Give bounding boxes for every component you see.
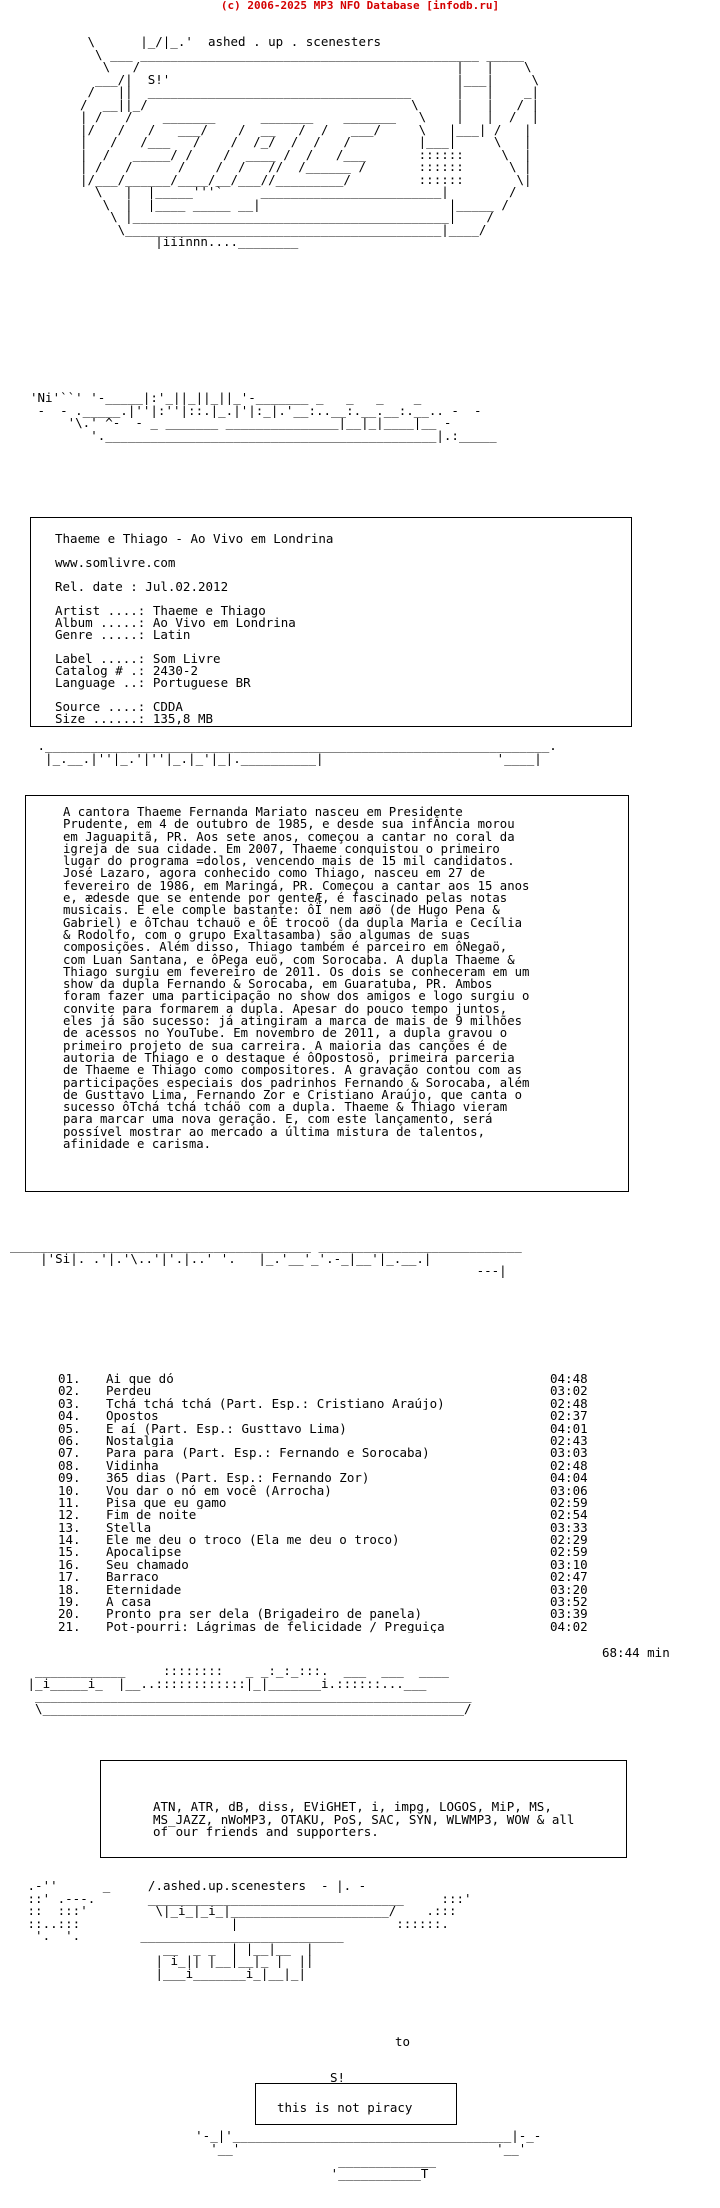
track-number: 06. xyxy=(58,1432,81,1448)
release-genre: Genre .....: Latin xyxy=(55,627,191,642)
track-number: 11. xyxy=(58,1494,81,1510)
footer-to: to xyxy=(395,2034,411,2049)
track-title: Barraco xyxy=(106,1571,159,1584)
track-row xyxy=(58,1556,618,1572)
track-row xyxy=(58,1457,618,1473)
track-title: Perdeu xyxy=(106,1385,152,1398)
track-row xyxy=(58,1472,618,1484)
track-duration: 03:33 xyxy=(550,1519,588,1535)
track-title: Apocalipse xyxy=(106,1546,182,1559)
track-row xyxy=(58,1420,618,1436)
track-number: 18. xyxy=(58,1581,81,1597)
track-number: 10. xyxy=(58,1482,81,1498)
track-number: 03. xyxy=(58,1395,81,1411)
track-row xyxy=(58,1410,618,1422)
track-duration: 02:29 xyxy=(550,1532,588,1548)
track-row xyxy=(58,1519,618,1535)
bio-text: A cantora Thaeme Fernanda Mariato nasceu em Presidente Prudente, em 4 de outubro de 1985, e desde sua infÂncia morou em Jaguapitã, PR. Aos sete anos, começou a cantar no coral da igreja de sua cidade. Em 2007, Thaeme conquistou o primeiro lugar do programa =dolos, vencendo mais de 15 mil candidatos. José Lazaro, agora conhecido como Thiago, nasceu em 27 de fevereiro de 1986, em Maringá, PR. Começou a cantar aos 15 anos e, ædesde que se entende por genteÆ, é fascinado pelas notas musicais. E ele comple bastante: ôÏ nem aøö (de Hugo Pena & Gabriel) e ôTchau tchauö e ôÉ trocoö (da dupla Maria e Cecília & Rodolfo, com o grupo Exaltasamba) são algumas de suas composições. Além disso, Thiago também é parceiro em ôNegaö, com Luan Santana, e ôPega euö, com Sorocaba. A dupla Thaeme & Thiago surgiu em fevereiro de 2011. Os dois se conheceram em um show da dupla Fernando & Sorocaba, em Guaratuba, PR. Ambos foram fazer uma participação no show dos amigos e logo surgiu o convite para formarem a dupla. Apesar do pouco tempo juntos, eles já são sucesso: já atingiram a marca de mais de 9 milhões de acessos no YouTube. Em novembro de 2011, a dupla gravou o primeiro projeto de sua carreira. A maioria das canções é de autoria de Thiago e o destaque é ôOpostosö, primeira parceria de Thaeme e Thiago como compositores. A gravação contou com as participações especiais dos padrinhos Fernando & Sorocaba, além de Gusttavo Lima, Fernando Zor e Cristiano Araújo, que canta o sucesso ôTchá tchá tcháö com a dupla. Thaeme & Thiago vieram para marcar uma nova geração. E, com este lançamento, será possível mostrar ao mercado a última mistura de talentos, afinidade e carisma. xyxy=(63,805,530,1152)
logo-text: ashed . up . scenesters xyxy=(207,34,382,49)
track-duration: 03:06 xyxy=(550,1482,588,1498)
track-duration: 02:48 xyxy=(550,1457,588,1473)
track-number: 12. xyxy=(58,1507,81,1523)
track-duration: 04:02 xyxy=(550,1618,588,1634)
track-duration: 02:37 xyxy=(550,1408,588,1424)
track-number: 07. xyxy=(58,1445,81,1461)
track-title: Stella xyxy=(106,1521,152,1535)
track-number: 21. xyxy=(58,1618,81,1634)
track-duration: 02:43 xyxy=(550,1432,588,1448)
release-album: Album .....: Ao Vivo em Londrina xyxy=(55,615,296,630)
release-artist: Artist ....: Thaeme e Thiago xyxy=(55,603,266,618)
track-row xyxy=(58,1482,618,1498)
track-title: Pronto pra ser dela (Brigadeiro de panela) xyxy=(106,1608,423,1621)
release-url[interactable]: www.somlivre.com xyxy=(55,555,176,570)
track-title: Ai que dó xyxy=(106,1373,174,1386)
track-duration: 03:10 xyxy=(550,1556,588,1572)
release-size: Size ......: 135,8 MB xyxy=(55,711,214,726)
track-row xyxy=(58,1534,618,1546)
site-header: (c) 2006-2025 MP3 NFO Database [infodb.ru] xyxy=(220,0,500,12)
release-title: Thaeme e Thiago - Ao Vivo em Londrina xyxy=(55,531,334,546)
track-row xyxy=(58,1596,618,1608)
track-list xyxy=(58,1373,618,1633)
ascii-section-greets: ____________ :::::::: _ _:_:_:::. ___ ___ ____ |_i_____i_ |__..::::::::::::|_|_______i.::::::...___ __________________________________________________________ \________________________________________________________/ xyxy=(27,1663,472,1716)
track-row xyxy=(58,1571,618,1583)
track-row xyxy=(58,1494,618,1510)
track-number: 14. xyxy=(58,1532,81,1548)
track-title: Seu chamado xyxy=(106,1558,189,1572)
track-duration: 04:01 xyxy=(550,1420,588,1436)
ascii-footer-end: '-_|'_____________________________________|-_- '__' '__' _____________ '___________T xyxy=(195,2128,542,2181)
track-title: Eternidade xyxy=(106,1583,182,1597)
track-number: 02. xyxy=(58,1383,81,1399)
release-catalog: Catalog # .: 2430-2 xyxy=(55,663,198,678)
track-duration: 02:54 xyxy=(550,1507,588,1523)
release-source: Source ....: CDDA xyxy=(55,699,183,714)
track-row xyxy=(58,1447,618,1459)
track-title: Tchá tchá tchá (Part. Esp.: Cristiano Araújo) xyxy=(106,1397,445,1411)
track-row xyxy=(58,1608,618,1620)
track-duration: 02:59 xyxy=(550,1494,588,1510)
track-title: Vidinha xyxy=(106,1459,159,1473)
track-number: 17. xyxy=(58,1569,81,1585)
track-number: 20. xyxy=(58,1606,81,1622)
track-row xyxy=(58,1509,618,1521)
track-title: Ele me deu o troco (Ela me deu o troco) xyxy=(106,1534,400,1547)
track-row xyxy=(58,1581,618,1597)
release-language: Language ..: Portuguese BR xyxy=(55,675,251,690)
release-label: Label .....: Som Livre xyxy=(55,651,221,666)
track-title: 365 dias (Part. Esp.: Fernando Zor) xyxy=(106,1472,370,1485)
track-title: E aí (Part. Esp.: Gusttavo Lima) xyxy=(106,1422,347,1435)
track-number: 01. xyxy=(58,1371,81,1386)
track-number: 05. xyxy=(58,1420,81,1436)
track-number: 16. xyxy=(58,1556,81,1572)
ascii-divider-top: 'Ni'``' '-_____|:'_||_||_||_'-_______ _ _ _ _ - - ._____.|''|:''|::.|_.|'|:_|.'__:..__:.__.__:.__.. - - '\.' ^- - _ _______ _______________|__|_|____|__ - '.____________________________________________|.:_____ xyxy=(30,390,497,443)
track-duration: 03:02 xyxy=(550,1383,588,1399)
track-title: A casa xyxy=(106,1596,152,1609)
track-duration: 04:48 xyxy=(550,1371,588,1386)
total-time: 68:44 min xyxy=(602,1645,670,1660)
track-row xyxy=(58,1546,618,1558)
ascii-section-tracks: ________________________________________ ___________________________ |'Si|. .'|.'\..'|'.|..' '. |_.'__'_'.-_|__'|_.__.| ---| xyxy=(10,1238,522,1278)
track-duration: 03:20 xyxy=(550,1581,588,1597)
track-duration: 03:52 xyxy=(550,1594,588,1610)
track-duration: 03:03 xyxy=(550,1445,588,1461)
footer-piracy: this is not piracy xyxy=(277,2100,413,2115)
track-row xyxy=(58,1373,618,1385)
track-row xyxy=(58,1385,618,1397)
footer-s: S! xyxy=(330,2070,346,2085)
track-title: Pot-pourri: Lágrimas de felicidade / Preguiça xyxy=(106,1620,445,1634)
track-number: 09. xyxy=(58,1470,81,1486)
footer-logo: ashed.up.scenesters xyxy=(163,1878,306,1893)
ascii-section-notes: .___________________________________________________________________. |_.__.|''|_.'|''|_.|_'|_|.__________| '____| xyxy=(37,738,557,766)
track-title: Vou dar o nó em você (Arrocha) xyxy=(106,1484,332,1497)
track-title: Opostos xyxy=(106,1410,159,1423)
ascii-footer: .-'' _ /.ashed.up.scenesters - |. - ::' .---. __________________________________ :::' :: :::' \|_i_|_i_|_____________________/ .::: ::..::: | ::::::. '. '. ___________________________ __ _ _ | |__|__ | | i_|| |__|__|_ | || |___i_______i_|__|_| xyxy=(20,1878,472,1981)
track-number: 04. xyxy=(58,1408,81,1424)
track-row xyxy=(58,1395,618,1411)
track-duration: 03:39 xyxy=(550,1606,588,1622)
track-duration: 02:47 xyxy=(550,1569,588,1585)
track-duration: 02:48 xyxy=(550,1395,588,1411)
track-duration: 04:04 xyxy=(550,1470,588,1486)
track-number: 15. xyxy=(58,1544,81,1560)
greets-text: ATN, ATR, dB, diss, EViGHET, i, impg, LOGOS, MiP, MS, MS_JAZZ, nWoMP3, OTAKU, PoS, SAC, SYN, WLWMP3, WOW & all of our friends and supporters. xyxy=(153,1799,575,1839)
track-row xyxy=(58,1618,618,1634)
track-title: Fim de noite xyxy=(106,1509,197,1522)
track-title: Pisa que eu gamo xyxy=(106,1496,227,1510)
track-title: Para para (Part. Esp.: Fernando e Sorocaba) xyxy=(106,1447,430,1460)
track-duration: 02:59 xyxy=(550,1544,588,1560)
ascii-logo-top: \ |_/|_.' ashed . up . scenesters \ ___ _____________________________________________ _____ \ / | | \ ___/| S!' |___| \ / || ___________________________________ | | _| / __||_/ \ | | / | | / / _______ _______ _______ \ | | / | |/ / / ___/ / __ / / ___/ \ |___| / | | / /___ / / /_/ / / / |___| \ | | / _____/ / / ____ / / /___ :::::: \ | | / / / / / // /______ / :::::: \ | |/___/______/____/__/___//_________/ :::::: \| \ | |_____'''` ________________________| / \ | |____ _____ __| |_____ / \ |__________________________________________| / \__________________________________________|____/ |iiinnn....________ xyxy=(80,34,540,249)
track-number: 13. xyxy=(58,1519,81,1535)
track-number: 08. xyxy=(58,1457,81,1473)
release-date: Rel. date : Jul.02.2012 xyxy=(55,579,229,594)
track-number: 19. xyxy=(58,1594,81,1610)
track-row xyxy=(58,1432,618,1448)
track-title: Nostalgia xyxy=(106,1434,174,1448)
